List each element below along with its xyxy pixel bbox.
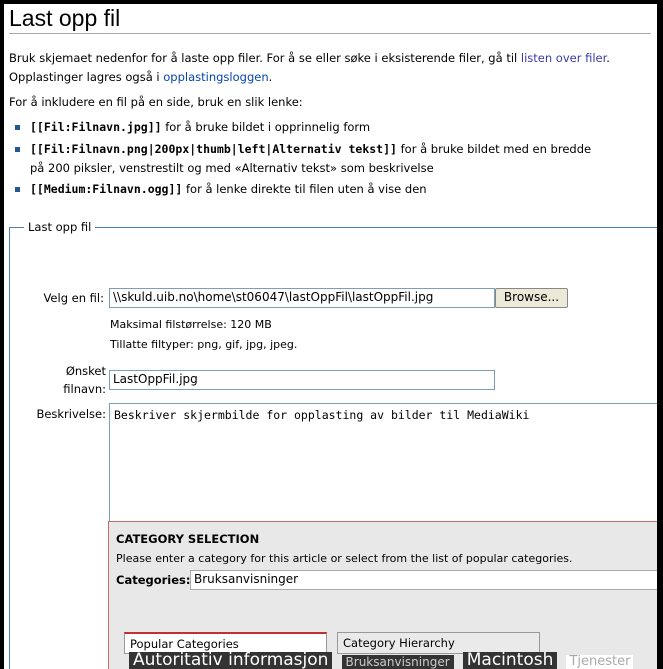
tab-popular-categories[interactable]: Popular Categories xyxy=(124,632,327,654)
category-tag[interactable]: Autoritativ informasjon xyxy=(129,652,332,669)
category-tag[interactable]: Bruksanvisninger xyxy=(342,655,454,669)
bullet-code: [[Medium:Filnavn.ogg]] xyxy=(30,182,183,196)
page-title: Last opp fil xyxy=(9,5,121,31)
bullet-text: for å bruke bildet i opprinnelig form xyxy=(165,120,371,134)
page-frame xyxy=(4,4,657,669)
fieldset-legend: Last opp fil xyxy=(24,220,95,234)
bullet-item-3 xyxy=(30,182,427,196)
browse-button[interactable]: Browse... xyxy=(495,288,568,308)
category-tag[interactable]: Macintosh xyxy=(463,652,558,669)
category-tag[interactable]: Tjenester xyxy=(566,655,633,669)
intro2-text-end: . xyxy=(268,70,273,84)
dest-label-line2: filnavn: xyxy=(63,382,106,396)
category-panel xyxy=(108,521,657,669)
upload-log-link[interactable]: opplastingsloggen xyxy=(163,70,269,84)
max-file-size: Maksimal filstørrelse: 120 MB xyxy=(110,318,272,331)
title-divider xyxy=(9,33,651,34)
fieldset-left-border xyxy=(9,227,10,669)
intro-line-3: For å inkludere en fil på en side, bruk en slik lenke: xyxy=(9,95,303,109)
dest-label-line1: Ønsket xyxy=(65,364,106,378)
description-textarea[interactable] xyxy=(109,403,657,525)
category-instruction: Please enter a category for this article or select from the list of popular categories. xyxy=(116,552,573,565)
bullet-text: for å bruke bildet med en bredde xyxy=(400,142,592,156)
bullet-code: [[Fil:Filnavn.png|200px|thumb|left|Alternativ tekst]] xyxy=(30,142,397,156)
allowed-file-types: Tillatte filtyper: png, gif, jpg, jpeg. xyxy=(110,338,298,351)
bullet-marker xyxy=(15,187,20,192)
bullet-item-2 xyxy=(30,142,591,156)
bullet-marker xyxy=(15,125,20,130)
popular-tags-strip xyxy=(129,650,637,669)
file-path-input[interactable]: \\skuld.uib.no\home\st06047\lastOppFil\lastOppFil.jpg xyxy=(109,288,495,308)
bullet-item-2-cont: på 200 piksler, venstrestilt og med «Alternativ tekst» som beskrivelse xyxy=(30,161,434,175)
bullet-item-1 xyxy=(30,120,370,134)
fieldset-top-border xyxy=(9,227,657,228)
bullet-code: [[Fil:Filnavn.jpg]] xyxy=(30,120,162,134)
intro-line-2 xyxy=(9,70,272,84)
dest-filename-input[interactable]: LastOppFil.jpg xyxy=(109,370,495,390)
category-heading: CATEGORY SELECTION xyxy=(116,532,260,546)
intro-text: Bruk skjemaet nedenfor for å laste opp filer. For å se eller søke i eksisterende filer, gå til xyxy=(9,51,521,65)
intro-text-end: . xyxy=(606,51,610,65)
categories-label: Categories: xyxy=(116,573,191,587)
file-label: Velg en fil: xyxy=(43,291,104,305)
file-list-link[interactable]: listen over filer xyxy=(520,51,607,65)
intro2-text: Opplastinger lagres også i xyxy=(9,70,164,84)
bullet-marker xyxy=(15,147,20,152)
tab-category-hierarchy[interactable]: Category Hierarchy xyxy=(337,632,540,654)
bullet-text: for å lenke direkte til filen uten å vise den xyxy=(185,182,427,196)
categories-input[interactable]: Bruksanvisninger xyxy=(190,570,657,590)
intro-line-1 xyxy=(9,51,610,65)
description-label: Beskrivelse: xyxy=(36,407,106,421)
